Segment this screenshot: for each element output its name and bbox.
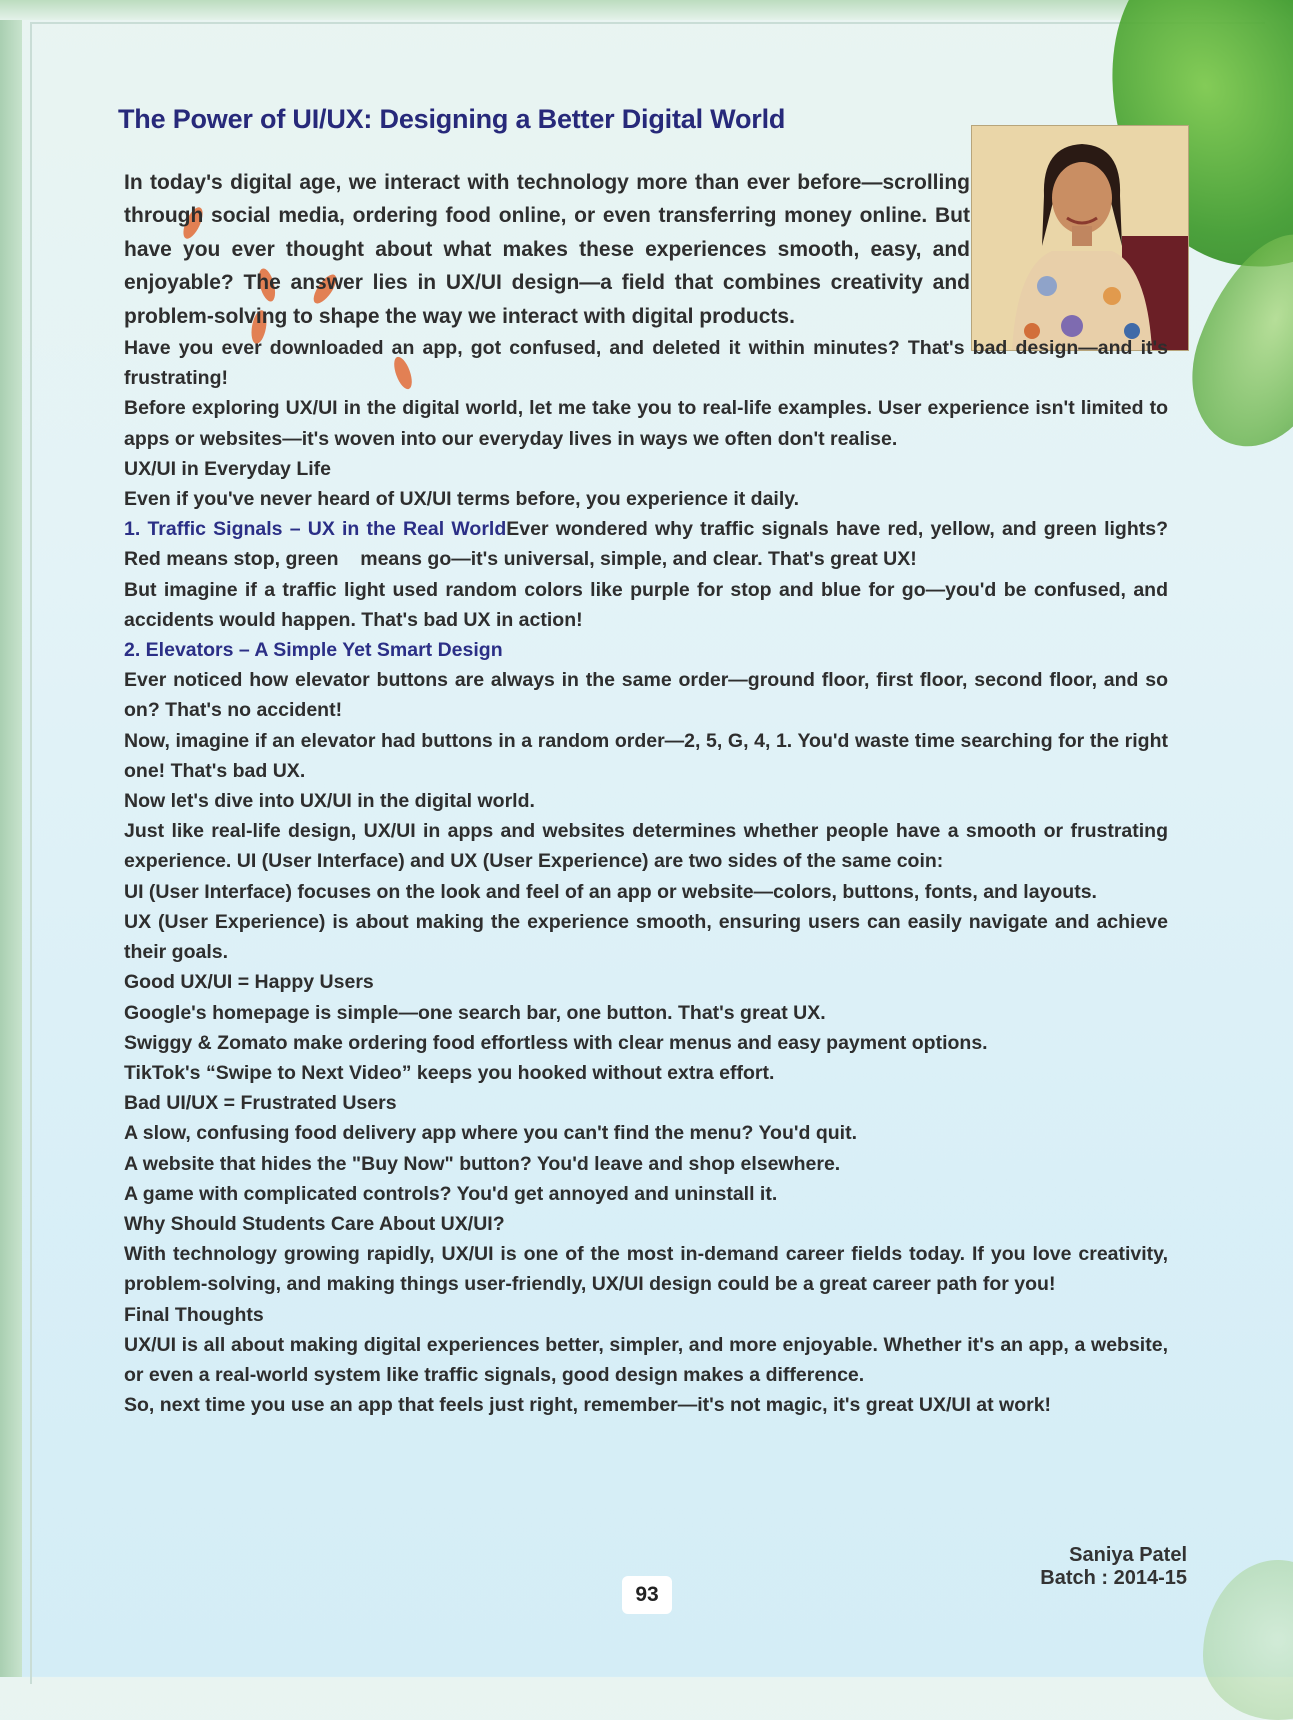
- background-top-border: [0, 0, 1293, 20]
- paragraph: UX/UI is all about making digital experiences better, simpler, and more enjoyable. Whether it's an app, a website, or even a real-world system like traffic signals, good design makes a difference.: [124, 1333, 1168, 1386]
- paragraph: Now, imagine if an elevator had buttons in a random order—2, 5, G, 4, 1. You'd waste time searching for the right one! That's bad UX.: [124, 729, 1168, 782]
- paragraph: A slow, confusing food delivery app where you can't find the menu? You'd quit.: [124, 1122, 857, 1145]
- paragraph: Ever noticed how elevator buttons are always in the same order—ground floor, first floor, second floor, and so on? That's no accident!: [124, 669, 1168, 722]
- traffic-signals-text: Ever wondered why traffic signals have red, yellow, and green lights? Red means stop, green means go—it's universal, simple, and clear. That's great UX!: [124, 518, 1174, 571]
- paragraph: Swiggy & Zomato make ordering food effortless with clear menus and easy payment options.: [124, 1031, 988, 1054]
- author-name: Saniya Patel: [1069, 1544, 1187, 1566]
- paragraph: Even if you've never heard of UX/UI terms before, you experience it daily.: [124, 488, 800, 511]
- section-heading: Final Thoughts: [124, 1303, 264, 1326]
- paragraph: So, next time you use an app that feels just right, remember—it's not magic, it's great UX/UI at work!: [124, 1394, 1052, 1417]
- section-heading: Bad UI/UX = Frustrated Users: [124, 1092, 397, 1115]
- intro-paragraph: In today's digital age, we interact with technology more than ever before—scrolling through social media, ordering food online, or even transferring money online. But have you ever thought about what makes these experiences smooth, easy, and enjoyable? The answer lies in UX/UI design—a field that combines creativity and problem-solving to shape the way we interact with digital products.: [124, 171, 970, 328]
- background-left-border: [0, 0, 22, 1677]
- elevators-heading: 2. Elevators – A Simple Yet Smart Design: [124, 639, 503, 662]
- author-signature: [1040, 1544, 1187, 1590]
- section-heading: UX/UI in Everyday Life: [124, 457, 331, 480]
- paragraph: Just like real-life design, UX/UI in apps and websites determines whether people have a smooth or frustrating experience. UI (User Interface) and UX (User Experience) are two sides of the same coin:: [124, 820, 1168, 873]
- article-body: [124, 166, 1174, 1420]
- paragraph: A website that hides the "Buy Now" button? You'd leave and shop elsewhere.: [124, 1152, 841, 1175]
- paragraph: Google's homepage is simple—one search bar, one button. That's great UX.: [124, 1001, 826, 1024]
- paragraph: UX (User Experience) is about making the experience smooth, ensuring users can easily navigate and achieve their goals.: [124, 910, 1168, 964]
- section-heading: Good UX/UI = Happy Users: [124, 971, 374, 994]
- section-heading: Why Should Students Care About UX/UI?: [124, 1212, 505, 1235]
- paragraph: UI (User Interface) focuses on the look and feel of an app or website—colors, buttons, fonts, and layouts.: [124, 880, 1097, 903]
- paragraph: Have you ever downloaded an app, got confused, and deleted it within minutes? That's bad design—and it's frustrating!: [124, 337, 1168, 390]
- paragraph: But imagine if a traffic light used random colors like purple for stop and blue for go—you'd be confused, and accidents would happen. That's bad UX in action!: [124, 578, 1168, 631]
- author-batch: Batch : 2014-15: [1040, 1567, 1187, 1589]
- page-number: 93: [622, 1576, 672, 1614]
- paragraph: Now let's dive into UX/UI in the digital world.: [124, 790, 535, 813]
- traffic-signals-heading: 1. Traffic Signals – UX in the Real World: [124, 518, 507, 541]
- paragraph: TikTok's “Swipe to Next Video” keeps you hooked without extra effort.: [124, 1061, 775, 1084]
- paragraph: A game with complicated controls? You'd get annoyed and uninstall it.: [124, 1182, 778, 1205]
- paragraph: Before exploring UX/UI in the digital world, let me take you to real-life examples. User experience isn't limited to apps or websites—it's woven into our everyday lives in ways we often don't realise.: [124, 397, 1168, 450]
- traffic-signals-paragraph: [124, 514, 1174, 574]
- article-title: The Power of UI/UX: Designing a Better Digital World: [118, 104, 786, 134]
- paragraph: With technology growing rapidly, UX/UI is one of the most in-demand career fields today. If you love creativity, problem-solving, and making things user-friendly, UX/UI design could be a great career path for you!: [124, 1243, 1168, 1296]
